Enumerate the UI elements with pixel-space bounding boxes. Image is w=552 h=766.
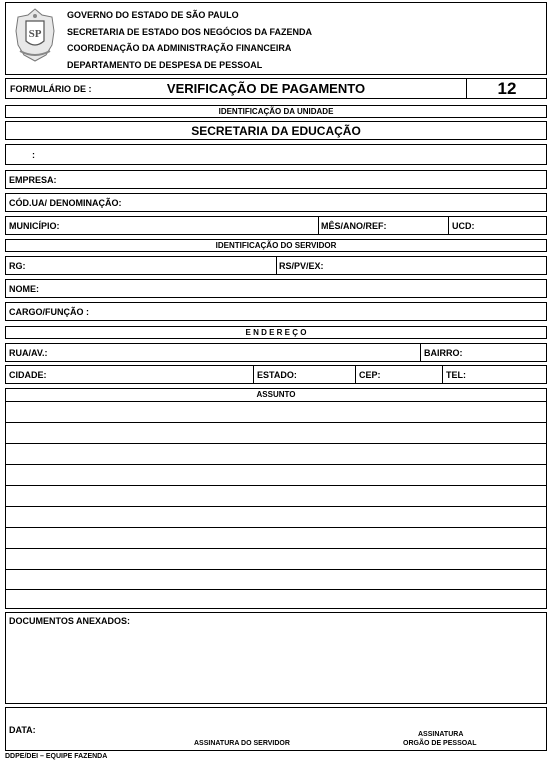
form-number: 12 bbox=[497, 79, 517, 98]
header-line-1: GOVERNO DO ESTADO DE SÃO PAULO bbox=[67, 10, 239, 20]
empresa-row[interactable] bbox=[5, 170, 547, 189]
subject-line bbox=[6, 506, 546, 507]
subject-block[interactable] bbox=[5, 388, 547, 609]
rs-pv-ex-label: RS/PV/EX: bbox=[279, 261, 324, 271]
cep-label: CEP: bbox=[359, 370, 381, 380]
unit-heading: IDENTIFICAÇÃO DA UNIDADE bbox=[218, 107, 334, 116]
svg-text:SP: SP bbox=[28, 28, 42, 40]
date-label: DATA: bbox=[9, 725, 36, 735]
mes-ano-ref-label: MÊS/ANO/REF: bbox=[321, 221, 387, 231]
rua-row bbox=[5, 343, 547, 362]
unit-heading-row bbox=[5, 105, 547, 118]
agency-signature-label-1: ASSINATURA bbox=[418, 731, 464, 738]
cargo-label: CARGO/FUNÇÃO : bbox=[9, 307, 89, 317]
divider bbox=[355, 366, 356, 383]
cod-ua-label: CÓD.UA/ DENOMINAÇÃO: bbox=[9, 198, 122, 208]
divider bbox=[442, 366, 443, 383]
agency-signature-label-2: ORGÃO DE PESSOAL bbox=[403, 740, 477, 747]
estado-label: ESTADO: bbox=[257, 370, 297, 380]
divider bbox=[253, 366, 254, 383]
form-label: FORMULÁRIO DE : bbox=[10, 84, 92, 94]
rg-label: RG: bbox=[9, 261, 26, 271]
signature-block bbox=[5, 707, 547, 751]
form-title-row bbox=[5, 78, 547, 99]
subject-line bbox=[6, 589, 546, 590]
unit-name: SECRETARIA DA EDUCAÇÃO bbox=[191, 124, 361, 138]
header-line-4: DEPARTAMENTO DE DESPESA DE PESSOAL bbox=[67, 60, 263, 70]
subject-line bbox=[6, 548, 546, 549]
subject-heading: ASSUNTO bbox=[256, 390, 296, 399]
divider bbox=[448, 217, 449, 234]
divider bbox=[276, 257, 277, 274]
attached-documents-block[interactable] bbox=[5, 612, 547, 704]
empresa-label: EMPRESA: bbox=[9, 175, 57, 185]
rg-row bbox=[5, 256, 547, 275]
divider bbox=[420, 344, 421, 361]
subject-line bbox=[6, 527, 546, 528]
subject-line bbox=[6, 401, 546, 402]
server-heading-row bbox=[5, 239, 547, 252]
header-line-2: SECRETARIA DE ESTADO DOS NEGÓCIOS DA FAZENDA bbox=[67, 27, 313, 37]
server-signature-label: ASSINATURA DO SERVIDOR bbox=[194, 740, 290, 747]
header-block bbox=[5, 2, 547, 75]
tel-label: TEL: bbox=[446, 370, 466, 380]
rua-label: RUA/AV.: bbox=[9, 348, 48, 358]
nome-row[interactable] bbox=[5, 279, 547, 298]
divider bbox=[318, 217, 319, 234]
state-coat-of-arms-logo bbox=[12, 7, 58, 65]
bairro-label: BAIRRO: bbox=[424, 348, 463, 358]
form-title: VERIFICAÇÃO DE PAGAMENTO bbox=[166, 81, 366, 96]
cidade-row bbox=[5, 365, 547, 384]
subject-line bbox=[6, 485, 546, 486]
cidade-label: CIDADE: bbox=[9, 370, 47, 380]
cod-ua-row[interactable] bbox=[5, 193, 547, 212]
unit-colon-row bbox=[5, 144, 547, 165]
ucd-label: UCD: bbox=[452, 221, 475, 231]
unit-colon: : bbox=[32, 150, 35, 160]
address-heading: E N D E R E Ç O bbox=[245, 328, 307, 337]
attached-documents-label: DOCUMENTOS ANEXADOS: bbox=[9, 616, 131, 626]
subject-line bbox=[6, 443, 546, 444]
subject-line bbox=[6, 464, 546, 465]
cargo-row[interactable] bbox=[5, 302, 547, 321]
nome-label: NOME: bbox=[9, 284, 39, 294]
subject-line bbox=[6, 422, 546, 423]
municipio-label: MUNICÍPIO: bbox=[9, 221, 60, 231]
server-heading: IDENTIFICAÇÃO DO SERVIDOR bbox=[215, 241, 337, 250]
header-line-3: COORDENAÇÃO DA ADMINISTRAÇÃO FINANCEIRA bbox=[67, 43, 292, 53]
municipio-row bbox=[5, 216, 547, 235]
subject-line bbox=[6, 569, 546, 570]
unit-name-row bbox=[5, 121, 547, 140]
address-heading-row bbox=[5, 326, 547, 339]
footer-code: DDPE/DEI – EQUIPE FAZENDA bbox=[5, 753, 108, 760]
